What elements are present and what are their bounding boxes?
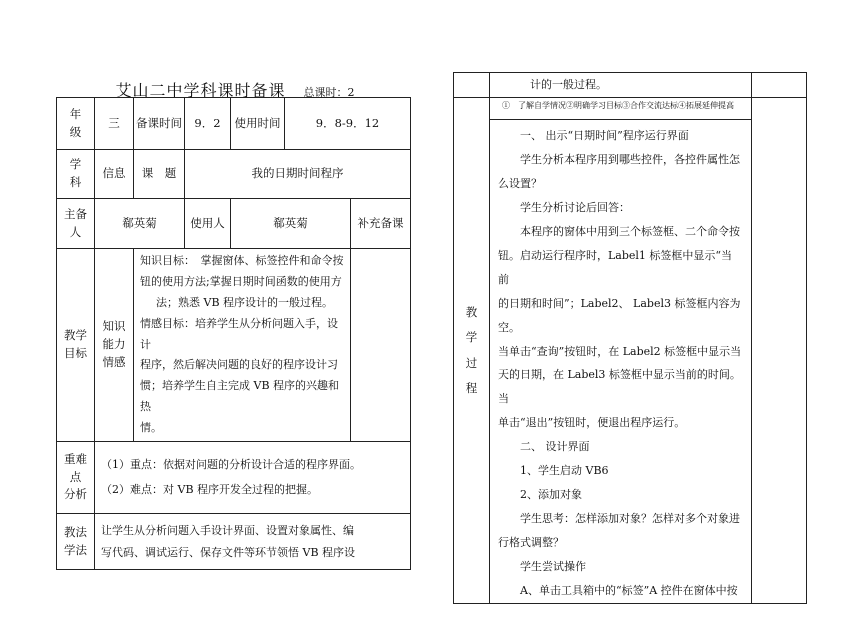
topic-label: 课 题 xyxy=(134,150,185,199)
use-time-label: 使用时间 xyxy=(231,98,285,150)
preparer-value: 郗英菊 xyxy=(95,199,185,249)
user-label: 使用人 xyxy=(185,199,231,249)
goals-label: 教学 目标 xyxy=(57,249,95,442)
key-points-text: （1）重点：依据对问题的分析设计合适的程序界面。 （2）难点：对 VB 程序开发全过程的把握。 xyxy=(95,442,411,514)
row-preparer xyxy=(57,199,411,249)
continuation-blank xyxy=(454,73,490,98)
preparer-label: 主备 人 xyxy=(57,199,95,249)
row-continuation xyxy=(454,73,807,98)
goals-extra-cell xyxy=(351,249,411,442)
continuation-text: 计的一般过程。 xyxy=(490,73,752,98)
subject-label: 学 科 xyxy=(57,150,95,199)
row-process xyxy=(454,98,807,604)
row-subject xyxy=(57,150,411,199)
key-points-label: 重难 点 分析 xyxy=(57,442,95,514)
row-method xyxy=(57,514,411,570)
continuation-extra xyxy=(752,73,807,98)
goals-sublabel: 知识 能力 情感 xyxy=(95,249,134,442)
grade-label: 年 级 xyxy=(57,98,95,150)
process-table xyxy=(453,72,807,604)
process-extra xyxy=(752,98,807,604)
method-label: 教法 学法 xyxy=(57,514,95,570)
row-key-points xyxy=(57,442,411,514)
topic-value: 我的日期时间程序 xyxy=(185,150,411,199)
user-value: 郗英菊 xyxy=(231,199,351,249)
lesson-plan-table xyxy=(56,97,411,570)
process-content: ① 了解自学情况②明确学习目标③合作交流达标④拓展延伸提高 一、 出示“日期时间”程序运行界面 学生分析本程序用到哪些控件，各控件属性怎 么设置？ 学生分析讨论后回答： 本程序的窗体中用到三个标签框、二个命令按 钮。启动运行程序时，Label1 标签框中显示“当前 的日期和时间”；Label2、 Label3 标签框内容为空。 当单击“查询”按钮时，在 Label2 标签框中显示当 天的日期，在 Label3 标签框中显示当前的时间。当 单击“退出”按钮时，便退出程序运行。 二、 设计界面 1、学生启动 VB6 2、添加对象 学生思考：怎样添加对象？怎样对多个对象进 行格式调整？ 学生尝试操作 A、单击工具箱中的“标签”A 控件在窗体中按 xyxy=(490,98,752,604)
grade-value: 三 xyxy=(95,98,134,150)
subject-value: 信息 xyxy=(95,150,134,199)
goals-text: 知识目标： 掌握窗体、标签控件和命令按 钮的使用方法;掌握日期时间函数的使用方 法；熟悉 VB 程序设计的一般过程。 情感目标：培养学生从分析问题入手，设计 程序，然后解决问题的良好的程序设计习 惯；培养学生自主完成 VB 程序的兴趣和热 情。 xyxy=(134,249,351,442)
row-goals xyxy=(57,249,411,442)
prep-time-value: 9．2 xyxy=(185,98,231,150)
total-hours: 总课时：2 xyxy=(303,86,355,99)
title-text: 艾山二中学科课时备课 xyxy=(115,81,286,100)
row-grade xyxy=(57,98,411,150)
process-label: 教 学 过 程 xyxy=(454,98,490,604)
extra-prep-label: 补充备课 xyxy=(351,199,411,249)
use-time-value: 9．8-9．12 xyxy=(285,98,411,150)
prep-time-label: 备课时间 xyxy=(134,98,185,150)
steps-line: ① 了解自学情况②明确学习目标③合作交流达标④拓展延伸提高 xyxy=(490,98,751,120)
method-text: 让学生从分析问题入手设计界面、设置对象属性、编 写代码、调试运行、保存文件等环节领悟 VB 程序设 xyxy=(95,514,411,570)
